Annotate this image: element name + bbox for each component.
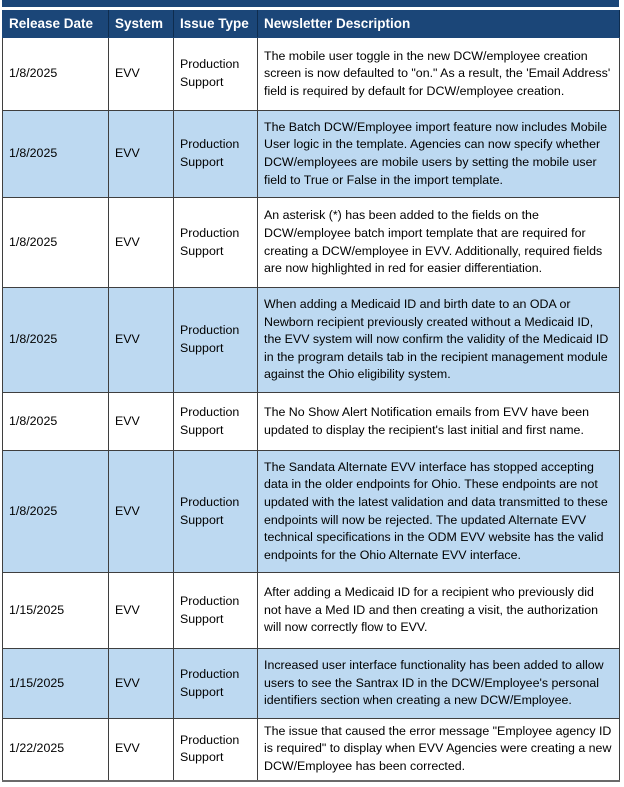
- cell-issue-type: Production Support: [174, 38, 258, 111]
- cell-release-date: 1/8/2025: [3, 393, 109, 451]
- release-notes-table: [2, 10, 620, 782]
- cell-release-date: 1/8/2025: [3, 111, 109, 198]
- cell-issue-type: Production Support: [174, 719, 258, 781]
- cell-issue-type: Production Support: [174, 451, 258, 573]
- cell-system: EVV: [109, 451, 174, 573]
- cell-description: The Sandata Alternate EVV interface has stopped accepting data in the older endpoints for Ohio. These endpoints are not updated with the latest validation and data transmitted to these endpoints will now be rejected. The updated Alternate EVV technical specifications in the ODM EVV website has the valid endpoints for the Ohio Alternate EVV interface.: [258, 451, 620, 573]
- table-header: [3, 11, 620, 38]
- cell-issue-type: Production Support: [174, 393, 258, 451]
- table-top-border-strip: [2, 0, 619, 7]
- cell-system: EVV: [109, 38, 174, 111]
- cell-system: EVV: [109, 573, 174, 649]
- header-row: [3, 11, 620, 38]
- table-row: [3, 719, 620, 781]
- column-header-system: System: [109, 11, 174, 38]
- table-body: [3, 38, 620, 781]
- cell-system: EVV: [109, 288, 174, 393]
- cell-release-date: 1/8/2025: [3, 451, 109, 573]
- cell-release-date: 1/8/2025: [3, 198, 109, 288]
- cell-release-date: 1/22/2025: [3, 719, 109, 781]
- table-row: [3, 451, 620, 573]
- cell-system: EVV: [109, 198, 174, 288]
- cell-system: EVV: [109, 111, 174, 198]
- table-row: [3, 198, 620, 288]
- table-row: [3, 573, 620, 649]
- table-row: [3, 38, 620, 111]
- cell-system: EVV: [109, 719, 174, 781]
- cell-description: When adding a Medicaid ID and birth date to an ODA or Newborn recipient previously created without a Medicaid ID, the EVV system will now confirm the validity of the Medicaid ID in the program details tab in the recipient management module against the Ohio eligibility system.: [258, 288, 620, 393]
- cell-description: An asterisk (*) has been added to the fields on the DCW/employee batch import template that are required for creating a DCW/employee in EVV. Additionally, required fields are now highlighted in red for easier differentiation.: [258, 198, 620, 288]
- cell-release-date: 1/8/2025: [3, 38, 109, 111]
- cell-description: The No Show Alert Notification emails from EVV have been updated to display the recipient's last initial and first name.: [258, 393, 620, 451]
- table-row: [3, 288, 620, 393]
- cell-description: The mobile user toggle in the new DCW/employee creation screen is now defaulted to "on." As a result, the 'Email Address' field is required by default for DCW/employee creation.: [258, 38, 620, 111]
- table-row: [3, 393, 620, 451]
- cell-issue-type: Production Support: [174, 111, 258, 198]
- cell-issue-type: Production Support: [174, 288, 258, 393]
- cell-system: EVV: [109, 649, 174, 719]
- column-header-release-date: Release Date: [3, 11, 109, 38]
- cell-issue-type: Production Support: [174, 573, 258, 649]
- cell-issue-type: Production Support: [174, 198, 258, 288]
- cell-system: EVV: [109, 393, 174, 451]
- table-row: [3, 649, 620, 719]
- cell-release-date: 1/8/2025: [3, 288, 109, 393]
- cell-release-date: 1/15/2025: [3, 649, 109, 719]
- cell-description: Increased user interface functionality has been added to allow users to see the Santrax ID in the DCW/Employee's personal identifiers section when creating a new DCW/Employee.: [258, 649, 620, 719]
- table-row: [3, 111, 620, 198]
- column-header-issue-type: Issue Type: [174, 11, 258, 38]
- cell-description: The Batch DCW/Employee import feature now includes Mobile User logic in the template. Agencies can now specify whether DCW/employees are mobile users by setting the mobile user field to True or False in the import template.: [258, 111, 620, 198]
- cell-description: After adding a Medicaid ID for a recipient who previously did not have a Med ID and then creating a visit, the authorization will now correctly flow to EVV.: [258, 573, 620, 649]
- cell-description: The issue that caused the error message "Employee agency ID is required" to display when EVV Agencies were creating a new DCW/Employee has been corrected.: [258, 719, 620, 781]
- column-header-newsletter-description: Newsletter Description: [258, 11, 620, 38]
- cell-release-date: 1/15/2025: [3, 573, 109, 649]
- cell-issue-type: Production Support: [174, 649, 258, 719]
